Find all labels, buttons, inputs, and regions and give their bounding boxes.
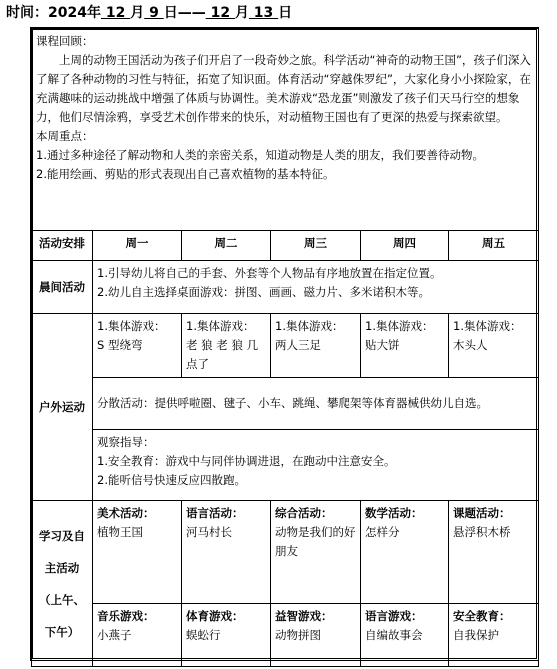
month-char: 月: [130, 5, 145, 21]
focus-item-1: 1.通过多种途径了解动物和人类的亲密关系，知道动物是人类的朋友，我们要善待动物。: [36, 148, 484, 162]
weekly-plan-table: [31, 28, 539, 667]
learning-tue-2: 体育游戏： 蜈蚣行: [182, 604, 271, 667]
learning-label: 学习及自 主活动 （上午、 下午）: [32, 501, 93, 667]
start-month: 12: [100, 5, 131, 21]
learning-tue-1: 语言活动： 河马村长: [182, 501, 271, 604]
review-paragraph: 上周的动物王国活动为孩子们开启了一段奇妙之旅。科学活动“神奇的动物王国”，孩子们深入了解了各种动物的习性与特征，拓宽了知识面。体育活动“穿越侏罗纪”，大家化身小小探险家，在充满趣味的运动挑战中增强了体质与协调性。美术游戏“恐龙蛋”则激发了孩子们天马行空的想象力，他们尽情涂鸦，享受艺术创作带来的快乐，对动植物王国也有了更深的热爱与探索欲望。: [36, 53, 531, 124]
learning-fri-1: 课题活动： 悬浮积木桥: [449, 501, 539, 604]
outdoor-game-thu: 1.集体游戏： 贴大饼: [361, 314, 449, 378]
day-friday: 周五: [449, 231, 539, 261]
learning-thu-1: 数学活动： 怎样分: [361, 501, 449, 604]
date-range-header: [6, 2, 292, 24]
end-day: 13: [248, 5, 279, 21]
day-wednesday: 周三: [271, 231, 361, 261]
day-separator: 日——: [163, 5, 206, 21]
observe-title: 观察指导：: [97, 435, 155, 449]
learning-mon-1: 美术活动： 植物王国: [93, 501, 182, 604]
outdoor-game-wed: 1.集体游戏： 两人三足: [271, 314, 361, 378]
day-thursday: 周四: [361, 231, 449, 261]
course-review-cell: [32, 29, 539, 231]
outdoor-game-mon: 1.集体游戏： S 型绕弯: [93, 314, 182, 378]
focus-title: 本周重点：: [36, 129, 94, 143]
review-title: 课程回顾：: [36, 34, 94, 48]
date-prefix: 时间：2024年: [6, 5, 101, 21]
learning-wed-2: 益智游戏： 动物拼图: [271, 604, 361, 667]
learning-wed-1: 综合活动： 动物是我们的好朋友: [271, 501, 361, 604]
end-month-char: 月: [234, 5, 249, 21]
end-day-char: 日: [278, 5, 293, 21]
observe-1: 1.安全教育：游戏中与同伴协调进退，在跑动中注意安全。: [97, 454, 396, 468]
outdoor-observation: [93, 430, 539, 501]
learning-fri-2: 安全教育： 自我保护: [449, 604, 539, 667]
morning-line-2: 2.幼儿自主选择桌面游戏：拼图、画画、磁力片、多米诺积木等。: [97, 285, 430, 299]
observe-2: 2.能听信号快速反应四散跑。: [97, 473, 246, 487]
morning-activities: [93, 261, 539, 314]
focus-item-2: 2.能用绘画、剪贴的形式表现出自己喜欢植物的基本特征。: [36, 167, 335, 181]
schedule-label: 活动安排: [32, 231, 93, 261]
morning-line-1: 1.引导幼儿将自己的手套、外套等个人物品有序地放置在指定位置。: [97, 266, 442, 280]
learning-mon-2: 音乐游戏： 小燕子: [93, 604, 182, 667]
start-day: 9: [144, 5, 164, 21]
outdoor-free-activity: 分散活动：提供呼啦圈、毽子、小车、跳绳、攀爬架等体育器械供幼儿自选。: [93, 378, 539, 430]
learning-thu-2: 语言游戏： 自编故事会: [361, 604, 449, 667]
end-month: 12: [205, 5, 235, 21]
outdoor-game-fri: 1.集体游戏： 木头人: [449, 314, 539, 378]
day-tuesday: 周二: [182, 231, 271, 261]
morning-label: 晨间活动: [32, 261, 93, 314]
outdoor-label: 户外运动: [32, 314, 93, 501]
day-monday: 周一: [93, 231, 182, 261]
outdoor-game-tue: 1.集体游戏： 老 狼 老 狼 几点了: [182, 314, 271, 378]
